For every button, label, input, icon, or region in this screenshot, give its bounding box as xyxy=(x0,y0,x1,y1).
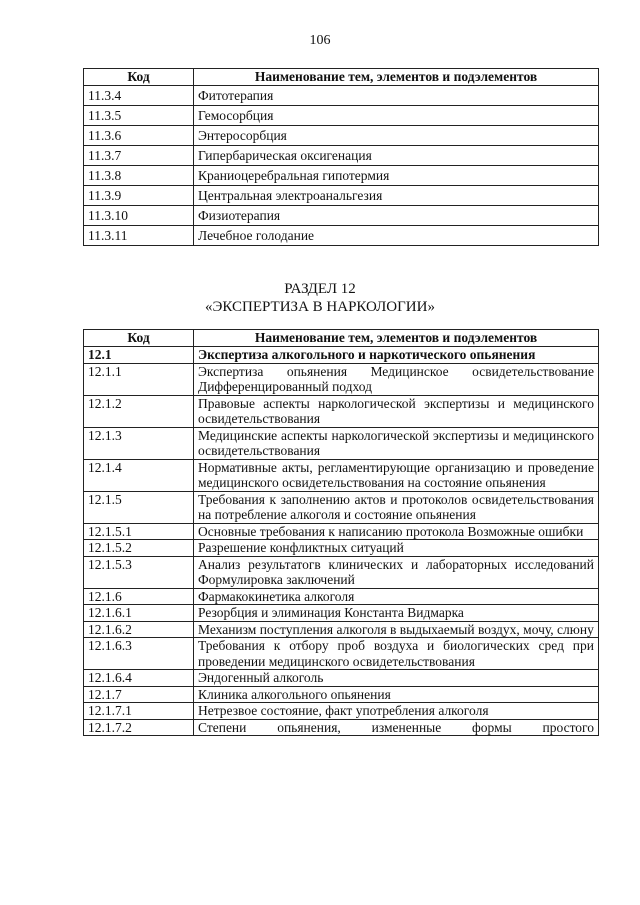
table-row xyxy=(84,556,599,588)
row-code: 12.1.3 xyxy=(84,427,194,459)
row-topic-name: Анализ результатогв клинических и лабораторных исследований Формулировка заключений xyxy=(194,556,599,588)
row-code: 11.3.4 xyxy=(84,86,194,106)
column-header-code: Код xyxy=(84,69,194,86)
table-row xyxy=(84,686,599,703)
row-topic-name: Медицинские аспекты наркологической экспертизы и медицинского освидетельствования xyxy=(194,427,599,459)
row-code: 12.1.5.3 xyxy=(84,556,194,588)
table-row xyxy=(84,491,599,523)
row-topic-name: Фармакокинетика алкоголя xyxy=(194,588,599,605)
table-row xyxy=(84,621,599,638)
row-code: 12.1.7.1 xyxy=(84,703,194,720)
table-row xyxy=(84,670,599,687)
row-code: 11.3.7 xyxy=(84,146,194,166)
row-code: 12.1.6 xyxy=(84,588,194,605)
table-row xyxy=(84,523,599,540)
row-code: 12.1.6.1 xyxy=(84,605,194,622)
column-header-name: Наименование тем, элементов и подэлементов xyxy=(194,330,599,347)
row-topic-name: Основные требования к написанию протокола Возможные ошибки xyxy=(194,523,599,540)
row-code: 12.1.6.4 xyxy=(84,670,194,687)
row-code: 12.1.6.3 xyxy=(84,638,194,670)
table-row xyxy=(84,459,599,491)
row-topic-name: Резорбция и элиминация Константа Видмарка xyxy=(194,605,599,622)
table-row xyxy=(84,638,599,670)
table-header-row xyxy=(84,69,599,86)
row-code: 11.3.9 xyxy=(84,186,194,206)
table-row xyxy=(84,605,599,622)
row-code: 12.1.5 xyxy=(84,491,194,523)
column-header-code: Код xyxy=(84,330,194,347)
table-row xyxy=(84,166,599,186)
row-code: 11.3.11 xyxy=(84,226,194,246)
section-title: РАЗДЕЛ 12 xyxy=(284,281,356,297)
row-topic-name: Требования к отбору проб воздуха и биологических сред при проведении медицинского освидетельствования xyxy=(194,638,599,670)
table-row xyxy=(84,703,599,720)
table-row xyxy=(84,395,599,427)
row-code: 11.3.5 xyxy=(84,106,194,126)
row-topic-name: Механизм поступления алкоголя в выдыхаемый воздух, мочу, слюну xyxy=(194,621,599,638)
table-row xyxy=(84,427,599,459)
row-topic-name: Клиника алкогольного опьянения xyxy=(194,686,599,703)
row-code: 12.1.2 xyxy=(84,395,194,427)
row-topic-name: Нормативные акты, регламентирующие организацию и проведение медицинского освидетельствования на состояние опьянения xyxy=(194,459,599,491)
table-row xyxy=(84,106,599,126)
row-topic-name: Краниоцеребральная гипотермия xyxy=(194,166,599,186)
table-row xyxy=(84,126,599,146)
row-topic-name: Экспертиза алкогольного и наркотического опьянения xyxy=(194,347,599,364)
row-code: 12.1.4 xyxy=(84,459,194,491)
page-number: 106 xyxy=(309,33,331,48)
row-topic-name: Физиотерапия xyxy=(194,206,599,226)
table-row xyxy=(84,86,599,106)
topics-table-section-11 xyxy=(83,68,599,246)
row-topic-name: Гемосорбция xyxy=(194,106,599,126)
table-row xyxy=(84,363,599,395)
row-code: 12.1 xyxy=(84,347,194,364)
row-code: 11.3.6 xyxy=(84,126,194,146)
table-row xyxy=(84,588,599,605)
row-code: 11.3.8 xyxy=(84,166,194,186)
row-code: 12.1.5.2 xyxy=(84,540,194,557)
row-topic-name: Энтеросорбция xyxy=(194,126,599,146)
row-code: 12.1.5.1 xyxy=(84,523,194,540)
row-topic-name: Центральная электроанальгезия xyxy=(194,186,599,206)
table-header-row xyxy=(84,330,599,347)
row-code: 11.3.10 xyxy=(84,206,194,226)
topics-table-section-12 xyxy=(83,329,599,736)
table-row xyxy=(84,186,599,206)
row-topic-name: Степени опьянения, измененные формы простого xyxy=(194,719,599,736)
column-header-name: Наименование тем, элементов и подэлементов xyxy=(194,69,599,86)
row-code: 12.1.7 xyxy=(84,686,194,703)
table-row xyxy=(84,206,599,226)
row-topic-name: Правовые аспекты наркологической экспертизы и медицинского освидетельствования xyxy=(194,395,599,427)
row-code: 12.1.6.2 xyxy=(84,621,194,638)
row-topic-name: Лечебное голодание xyxy=(194,226,599,246)
row-topic-name: Фитотерапия xyxy=(194,86,599,106)
row-topic-name: Нетрезвое состояние, факт употребления алкоголя xyxy=(194,703,599,720)
row-topic-name: Разрешение конфликтных ситуаций xyxy=(194,540,599,557)
table-row xyxy=(84,719,599,736)
row-code: 12.1.7.2 xyxy=(84,719,194,736)
row-topic-name: Требования к заполнению актов и протоколов освидетельствования на потребление алкоголя и состояние опьянения xyxy=(194,491,599,523)
section-subtitle: «ЭКСПЕРТИЗА В НАРКОЛОГИИ» xyxy=(205,299,435,315)
table-row xyxy=(84,146,599,166)
row-topic-name: Гипербарическая оксигенация xyxy=(194,146,599,166)
table-row xyxy=(84,226,599,246)
row-code: 12.1.1 xyxy=(84,363,194,395)
table-row xyxy=(84,347,599,364)
row-topic-name: Эндогенный алкоголь xyxy=(194,670,599,687)
row-topic-name: Экспертиза опьянения Медицинское освидетельствование Дифференцированный подход xyxy=(194,363,599,395)
table-row xyxy=(84,540,599,557)
